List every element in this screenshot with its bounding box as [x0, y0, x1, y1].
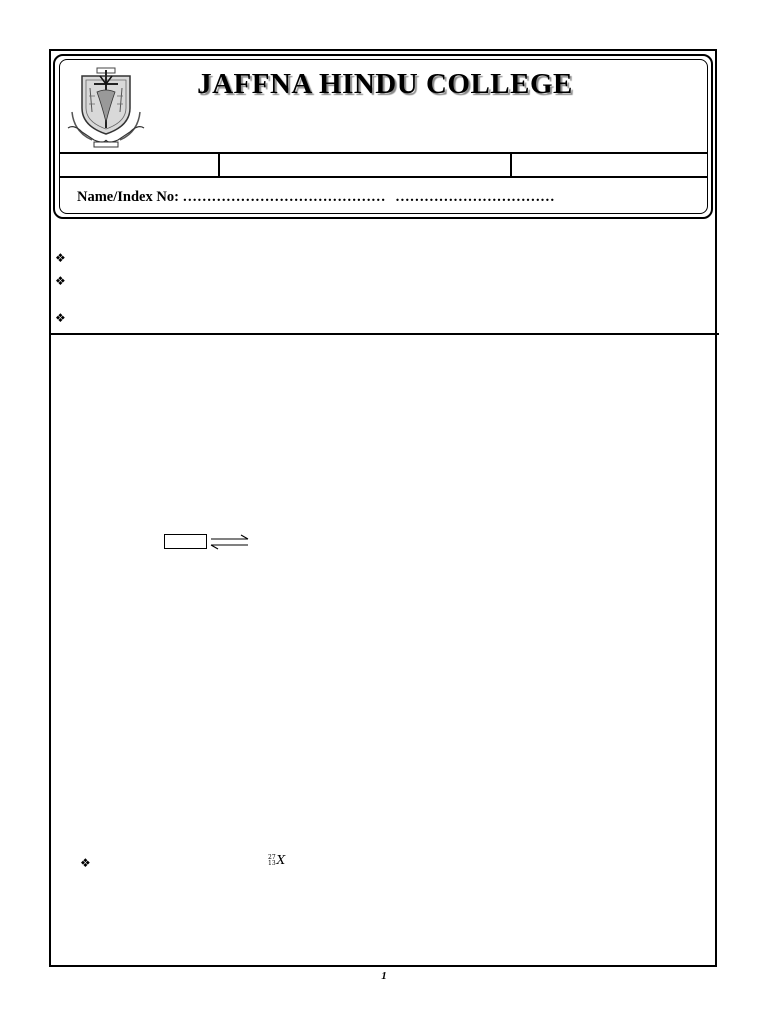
instruction-bullet-1 — [55, 252, 66, 264]
question-bullet: ❖ — [80, 856, 91, 870]
nuclide-scripts — [268, 855, 276, 867]
atomic-number: 13 — [268, 859, 276, 867]
name-index-field[interactable] — [77, 189, 555, 206]
section-divider — [49, 333, 719, 335]
college-title: JAFFNA HINDU COLLEGE — [197, 68, 573, 100]
name-index-label: Name/Index No: — [77, 189, 179, 205]
bullet-icon: ❖ — [55, 251, 66, 265]
info-cell-2 — [220, 154, 512, 176]
index-dots: …………………………… — [395, 189, 555, 205]
bullet-icon: ❖ — [55, 274, 66, 288]
instruction-bullet-2 — [55, 275, 66, 287]
info-cell-1 — [60, 154, 220, 176]
instruction-bullet-3 — [55, 312, 66, 324]
answer-blank-box[interactable] — [164, 534, 207, 549]
mass-number: 27 — [268, 853, 276, 861]
nuclide-notation — [268, 853, 285, 867]
header-info-row — [60, 152, 708, 178]
info-cell-3 — [512, 154, 708, 176]
name-dots: …………………………………… — [182, 189, 386, 205]
element-symbol: X — [276, 853, 286, 867]
equilibrium-arrows-icon — [210, 532, 250, 552]
bullet-icon: ❖ — [55, 311, 66, 325]
page-number: 1 — [381, 970, 387, 982]
